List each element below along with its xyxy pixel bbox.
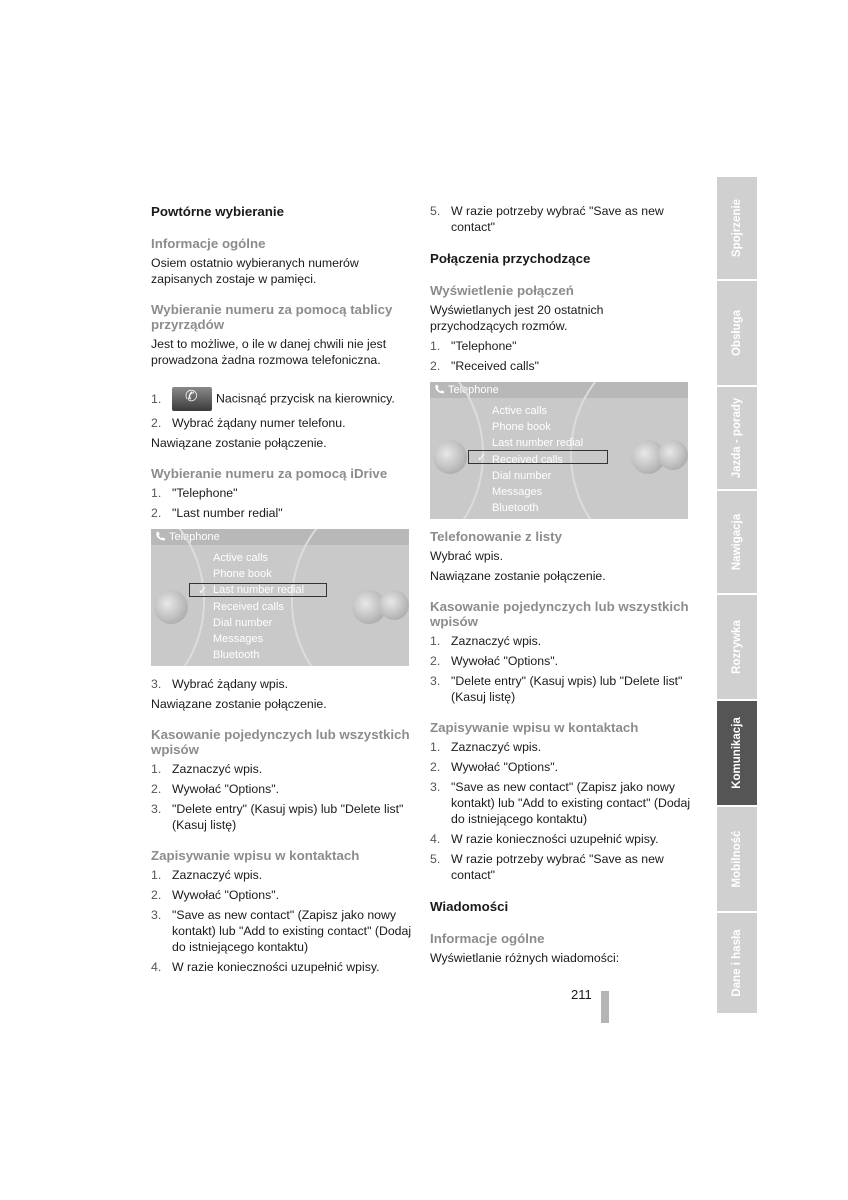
screen-menu (213, 550, 304, 663)
menu-item[interactable]: Dial number (213, 616, 273, 629)
section-title: Wiadomości (430, 899, 509, 914)
menu-item[interactable]: Active calls (213, 552, 269, 564)
step-number: 2. (430, 654, 441, 668)
page-marker-bar (601, 991, 609, 1023)
step-number: 2. (151, 782, 162, 796)
paragraph: Wyświetlanie różnych wiadomości: (430, 951, 620, 965)
list-item (151, 761, 413, 777)
step-number: 1. (151, 762, 162, 776)
subsection-heading: Zapisywanie wpisu w kontaktach (430, 720, 639, 735)
list-item (151, 867, 413, 883)
step-number: 4. (430, 832, 441, 846)
chapter-tabs (717, 177, 757, 1015)
step-text: W razie potrzeby wybrać "Save as new contact" (451, 852, 664, 882)
menu-item[interactable]: Bluetooth (492, 502, 539, 515)
step-list (151, 676, 413, 692)
list-item (151, 887, 413, 903)
subsection-heading: Informacje ogólne (430, 931, 545, 946)
step-number: 1. (151, 486, 162, 500)
step-list (151, 867, 413, 975)
menu-item[interactable]: Bluetooth (213, 649, 260, 662)
step-text: Wywołać "Options". (172, 782, 280, 796)
options-dial-icon (379, 590, 409, 620)
idrive-screen-left (151, 529, 409, 666)
subsection-heading: Kasowanie pojedynczych lub wszystkich wpisów (151, 727, 410, 757)
tab-jazda-porady[interactable]: Jazda - porady (717, 387, 757, 489)
step-text: "Received calls" (451, 359, 540, 373)
right-column (430, 203, 695, 970)
step-text: Wybrać żądany numer telefonu. (172, 416, 346, 430)
menu-item-selected[interactable]: Received calls (492, 453, 563, 466)
step-text: "Telephone" (451, 339, 517, 353)
list-item (430, 759, 695, 775)
step-list (430, 633, 695, 705)
step-number: 1. (430, 339, 441, 353)
screen-title: Telephone (169, 531, 220, 543)
step-text: Wywołać "Options". (451, 760, 559, 774)
step-text: "Last number redial" (172, 506, 283, 520)
tab-obsluga[interactable]: Obsługa (717, 281, 757, 385)
step-number: 5. (430, 852, 441, 866)
list-item (151, 907, 413, 955)
step-number: 1. (430, 740, 441, 754)
list-item (151, 485, 413, 501)
subsection-heading: Wybieranie numeru za pomocą tablicy przyrządów (151, 302, 393, 332)
list-item (430, 633, 695, 649)
check-icon: ✓ (477, 452, 487, 464)
step-number: 3. (151, 802, 162, 816)
step-text: Wybrać żądany wpis. (172, 677, 289, 691)
list-item (430, 831, 695, 847)
subsection-heading: Wybieranie numeru za pomocą iDrive (151, 466, 388, 481)
list-item (151, 505, 413, 521)
paragraph: Wybrać wpis. (430, 549, 504, 563)
tab-komunikacja[interactable]: Komunikacja (717, 701, 757, 805)
step-text: "Delete entry" (Kasuj wpis) lub "Delete list" (Kasuj listę) (451, 674, 683, 704)
list-item (151, 383, 413, 411)
step-number: 3. (430, 780, 441, 794)
step-number: 5. (430, 204, 441, 218)
step-number: 2. (151, 888, 162, 902)
section-title: Połączenia przychodzące (430, 251, 591, 266)
subsection-heading: Kasowanie pojedynczych lub wszystkich wpisów (430, 599, 689, 629)
step-number: 3. (151, 908, 162, 922)
step-number: 2. (151, 506, 162, 520)
check-icon: ✓ (198, 585, 208, 597)
phone-button-icon: ✆ (172, 387, 212, 411)
step-text: "Save as new contact" (Zapisz jako nowy kontakt) lub "Add to existing contact" (Dodaj do istniejącego kontaktu) (172, 908, 412, 954)
step-list (151, 485, 413, 521)
idrive-screen-right (430, 382, 688, 519)
page-number: 211 (571, 987, 592, 1002)
options-dial-icon (658, 440, 688, 470)
subsection-heading: Wyświetlenie połączeń (430, 283, 574, 298)
list-item (151, 801, 413, 833)
list-item (430, 338, 695, 354)
step-text: "Telephone" (172, 486, 238, 500)
paragraph: Nawiązane zostanie połączenie. (430, 569, 606, 583)
paragraph: Jest to możliwe, o ile w danej chwili nie jest prowadzona żadna rozmowa telefoniczna. (151, 337, 387, 367)
step-list (151, 383, 413, 431)
step-number: 4. (151, 960, 162, 974)
tab-spojrzenie[interactable]: Spojrzenie (717, 177, 757, 279)
list-item (430, 739, 695, 755)
step-number: 1. (151, 868, 162, 882)
step-text: W razie potrzeby wybrać "Save as new contact" (451, 204, 664, 234)
tab-mobilnosc[interactable]: Mobilność (717, 807, 757, 911)
step-number: 2. (430, 359, 441, 373)
menu-item-selected[interactable]: Last number redial (213, 584, 305, 597)
menu-item[interactable]: Active calls (492, 405, 548, 417)
step-number: 2. (151, 416, 162, 430)
step-number: 3. (430, 674, 441, 688)
step-text: Zaznaczyć wpis. (451, 634, 542, 648)
section-title: Powtórne wybieranie (151, 204, 285, 219)
tab-nawigacja[interactable]: Nawigacja (717, 491, 757, 593)
menu-item[interactable]: Messages (213, 632, 264, 645)
subsection-heading: Telefonowanie z listy (430, 529, 563, 544)
step-text: W razie konieczności uzupełnić wpisy. (451, 832, 659, 846)
menu-item[interactable]: Phone book (213, 568, 272, 581)
step-number: 1. (151, 392, 162, 406)
left-dial-icon (154, 590, 188, 624)
left-column (151, 203, 413, 979)
step-list (430, 203, 695, 235)
tab-rozrywka[interactable]: Rozrywka (717, 595, 757, 699)
step-number: 1. (430, 634, 441, 648)
subsection-heading: Informacje ogólne (151, 236, 266, 251)
step-text: Zaznaczyć wpis. (451, 740, 542, 754)
list-item (430, 358, 695, 374)
step-text: Zaznaczyć wpis. (172, 868, 263, 882)
list-item (430, 851, 695, 883)
step-text: Zaznaczyć wpis. (172, 762, 263, 776)
step-number: 2. (430, 760, 441, 774)
list-item (151, 781, 413, 797)
menu-item[interactable]: Received calls (213, 600, 284, 613)
subsection-heading: Zapisywanie wpisu w kontaktach (151, 848, 360, 863)
screen-menu (492, 403, 583, 516)
screen-title: Telephone (448, 384, 499, 396)
list-item (151, 676, 413, 692)
step-list (430, 739, 695, 883)
paragraph: Nawiązane zostanie połączenie. (151, 697, 327, 711)
step-number: 3. (151, 677, 162, 691)
list-item (151, 415, 413, 431)
step-list (151, 761, 413, 833)
menu-item[interactable]: Last number redial (492, 437, 584, 450)
left-dial-icon (433, 440, 467, 474)
list-item (430, 653, 695, 669)
list-item (151, 959, 413, 975)
menu-item[interactable]: Messages (492, 485, 543, 498)
step-text: W razie konieczności uzupełnić wpisy. (172, 960, 380, 974)
list-item (430, 779, 695, 827)
tab-dane-i-hasla[interactable]: Dane i hasła (717, 913, 757, 1013)
list-item (430, 673, 695, 705)
paragraph: Wyświetlanych jest 20 ostatnich przychodzących rozmów. (430, 303, 604, 333)
menu-item[interactable]: Dial number (492, 469, 552, 482)
step-text: "Save as new contact" (Zapisz jako nowy kontakt) lub "Add to existing contact" (Dodaj do istniejącego kontaktu) (451, 780, 691, 826)
menu-item[interactable]: Phone book (492, 421, 551, 434)
step-text: Wywołać "Options". (172, 888, 280, 902)
list-item (430, 203, 695, 235)
paragraph: Nawiązane zostanie połączenie. (151, 436, 327, 450)
step-list (430, 338, 695, 374)
step-text: Wywołać "Options". (451, 654, 559, 668)
step-text: Nacisnąć przycisk na kierownicy. (216, 391, 395, 406)
paragraph: Osiem ostatnio wybieranych numerów zapisanych zostaje w pamięci. (151, 256, 359, 286)
step-text: "Delete entry" (Kasuj wpis) lub "Delete list" (Kasuj listę) (172, 802, 404, 832)
